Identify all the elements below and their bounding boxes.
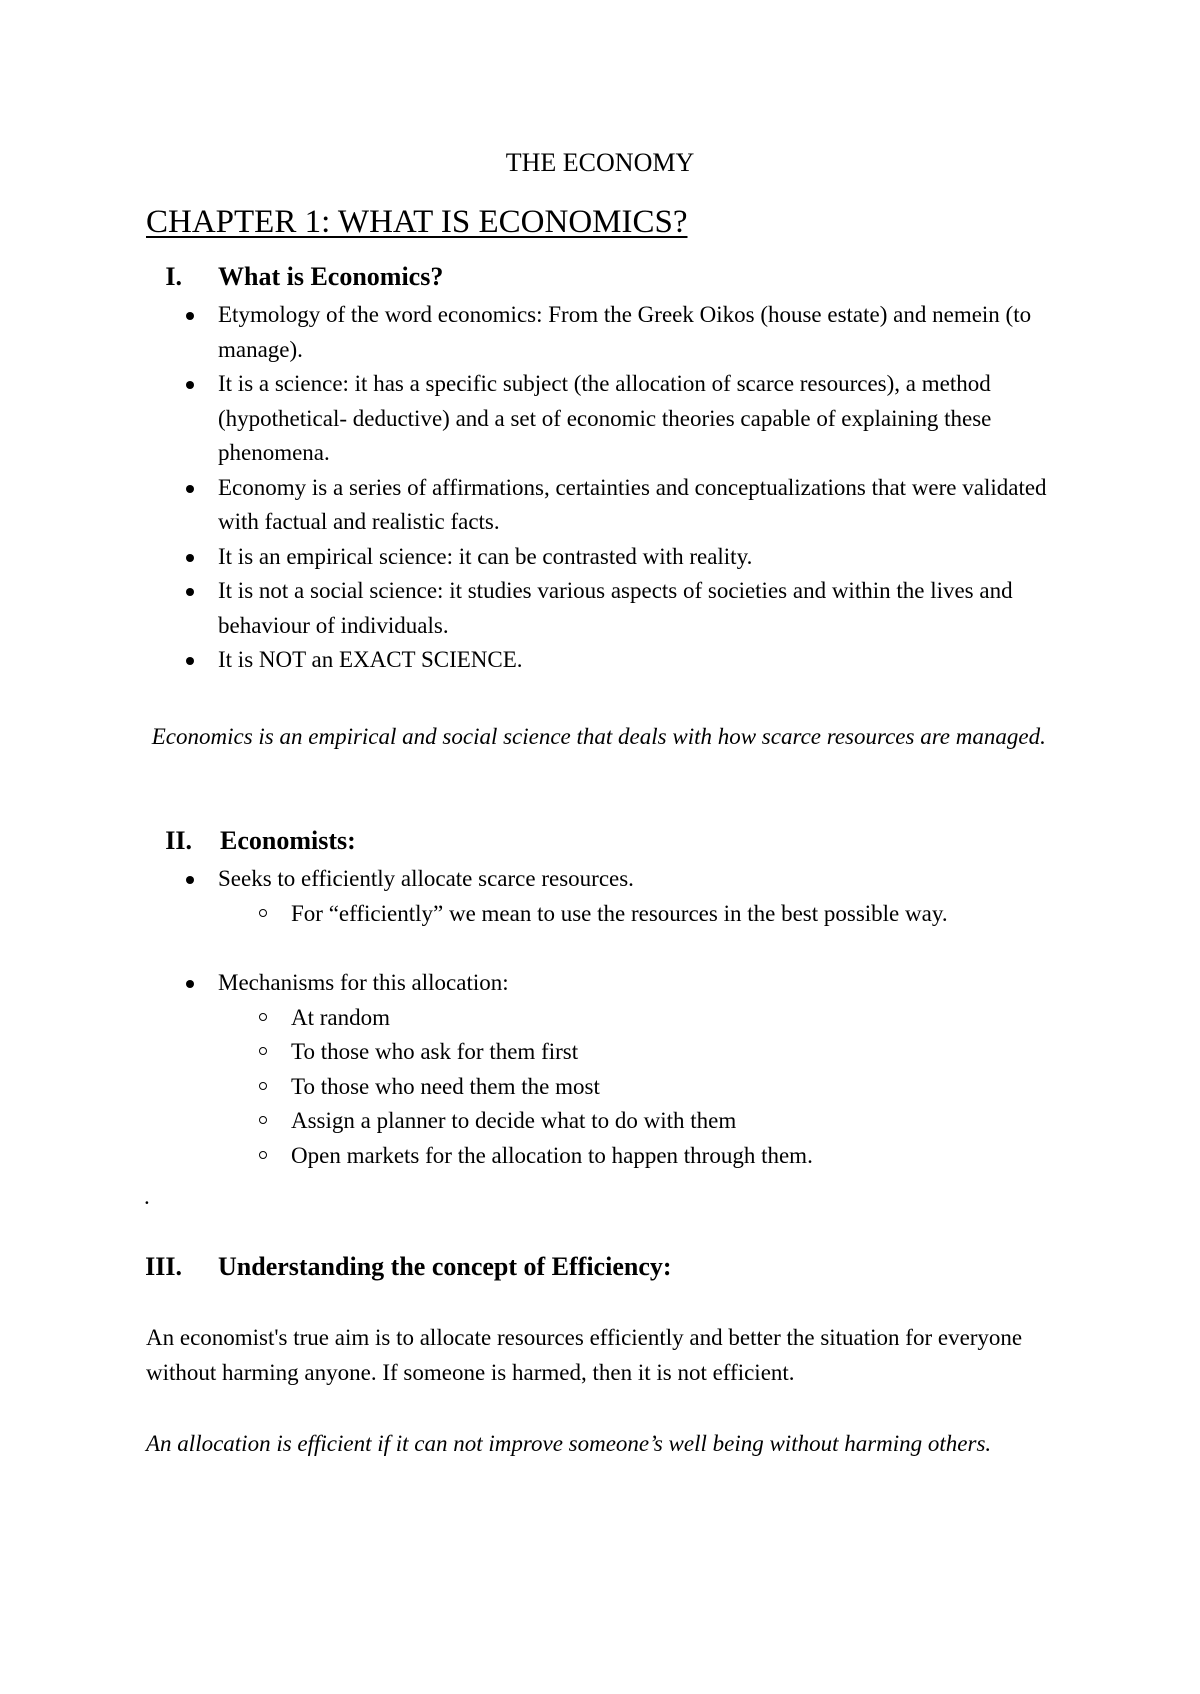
sub-list-item [0,1104,1071,1139]
bullet-text: It is a science: it has a specific subject (the allocation of scarce resources), a method (hypothetical- deductive) and a set of economic theories capable of explaining these phenomena. [218,371,992,465]
sub-bullet-icon [259,1013,267,1021]
section-heading-3 [0,1250,1200,1284]
sub-bullet-icon [259,1116,267,1124]
section-title-3: Understanding the concept of Efficiency: [218,1252,672,1281]
bullet-text: It is not a social science: it studies various aspects of societies and within the lives and behaviour of individuals. [218,578,1013,638]
bullet-icon [186,980,194,988]
sub-bullet-icon [259,1082,267,1090]
bullet-text: Etymology of the word economics: From the Greek Oikos (house estate) and nemein (to manage). [218,302,1032,362]
bullet-text: Seeks to efficiently allocate scarce resources. [218,866,634,891]
section-numeral-1: I. [165,262,182,291]
list-item [0,862,1048,897]
sub-list-item [0,1001,1071,1036]
list-item [0,966,1048,1001]
bullet-icon [186,485,194,493]
document-title: THE ECONOMY [505,148,695,177]
section-heading-2 [0,824,1200,858]
list-item [0,298,1048,367]
sub-list-item [0,1035,1071,1070]
list-item [0,540,1048,575]
sub-bullet-text: For “efficiently” we mean to use the resources in the best possible way. [291,900,948,926]
sub-list-item [0,897,1071,932]
sub-list-item [0,1139,1071,1174]
section-title-2: Economists: [220,826,356,855]
chapter-title: CHAPTER 1: WHAT IS ECONOMICS? [146,204,688,240]
section-2-bullet-list-1 [0,862,1200,931]
sub-bullet-text: At random [291,1004,391,1030]
bullet-icon [186,657,194,665]
efficiency-paragraph: An economist's true aim is to allocate resources efficiently and better the situation for everyone without harming anyone. If someone is harmed, then it is not efficient. [146,1325,1023,1385]
sub-bullet-text: To those who ask for them first [291,1039,579,1064]
section-heading-1 [0,260,1200,294]
economics-definition: Economics is an empirical and social science that deals with how scarce resources are managed. [146,724,1046,749]
sub-bullet-text: Open markets for the allocation to happen through them. [291,1142,813,1168]
bullet-icon [186,876,194,884]
bullet-text: Economy is a series of affirmations, certainties and conceptualizations that were validated with factual and realistic facts. [218,474,1047,534]
bullet-icon [186,312,194,320]
section-2-bullet-list-2 [0,966,1200,1173]
section-numeral-2: II. [165,826,192,855]
section-1-bullet-list [0,298,1200,678]
bullet-icon [186,554,194,562]
sub-list-item [0,1070,1071,1105]
list-item [0,367,1048,471]
bullet-text: It is an empirical science: it can be contrasted with reality. [218,543,753,569]
sub-bullet-text: Assign a planner to decide what to do with them [291,1108,737,1133]
bullet-icon [186,588,194,596]
list-item [0,643,1048,678]
sub-bullet-text: To those who need them the most [291,1073,600,1099]
bullet-text: Mechanisms for this allocation: [218,970,509,995]
stray-period: . [144,1184,150,1209]
sub-bullet-icon [259,909,267,917]
bullet-text: It is NOT an EXACT SCIENCE. [218,647,523,672]
sub-bullet-icon [259,1151,267,1159]
efficiency-definition: An allocation is efficient if it can not improve someone’s well being without harming others. [146,1431,992,1456]
list-item [0,471,1048,540]
list-item [0,574,1048,643]
bullet-icon [186,381,194,389]
section-numeral-3: III. [145,1252,182,1281]
section-title-1: What is Economics? [218,262,444,291]
sub-bullet-icon [259,1047,267,1055]
